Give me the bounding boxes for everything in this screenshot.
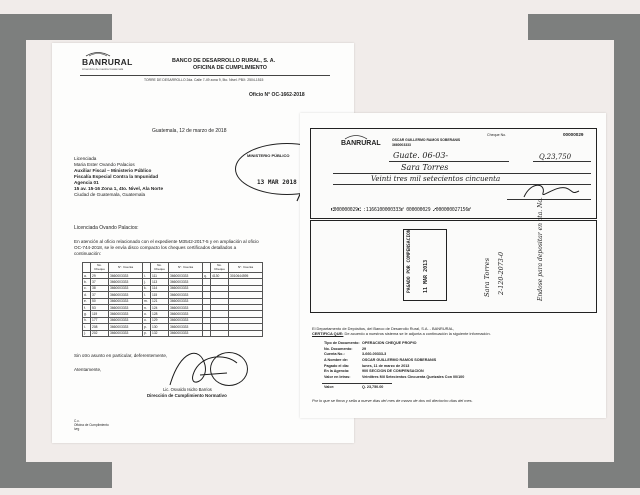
table-cell: o. [143, 311, 151, 317]
recipient-agency: Agencia 01 [74, 180, 99, 185]
cheque-amount-words: Veinti tres mil setecientos cincuenta [371, 175, 501, 183]
table-cell: 3660003333 [109, 273, 143, 279]
frame-bar-top-right [528, 14, 640, 40]
cert-field-label: No. Documento: [324, 347, 353, 351]
signer-name: Lic. Osvaldo Isidro Barrios [163, 387, 212, 392]
table-cell: 3660003333 [109, 317, 143, 323]
compensation-stamp-date: 11 MAR 2013 [423, 259, 429, 293]
endorsement-name: Sara Torres [483, 257, 491, 297]
stamp-ministry: MINISTERIO PÚBLICO [247, 153, 290, 158]
letter-reference: Oficio N° OC-1662-2018 [249, 92, 305, 98]
cert-field-label: En la Agencia: [324, 369, 350, 373]
cert-field-label: A Nombre de: [324, 358, 349, 362]
frame-bar-left [0, 14, 26, 488]
table-cell: 129 [151, 317, 169, 323]
header-cheque-3: No. Cheque [211, 263, 229, 273]
table-cell: n. [143, 304, 151, 310]
table-cell: 3660003333 [169, 298, 203, 304]
table-cell: m. [143, 298, 151, 304]
table-cell: 3660003333 [169, 273, 203, 279]
table-cell: 114 [151, 285, 169, 291]
cheque-micr-line: ⑆000000029⑆ :1166100000333⑈ 000000029 ⑇000000027156⑈ [331, 208, 471, 213]
certification-footer: Por lo que se firma y sella a nueve días del mes de marzo de dos mil dieciocho días del mes. [312, 398, 473, 403]
recipient-city: Ciudad de Guatemala, Guatemala [74, 192, 146, 197]
signer-title: Dirección de Cumplimiento Normativo [147, 393, 227, 398]
table-cell: f. [83, 304, 91, 310]
frame-bar-top-left [0, 14, 112, 40]
table-cell [211, 330, 229, 336]
table-cell: 115 [151, 292, 169, 298]
header-cheque-2: No. Cheque [151, 263, 169, 273]
cheque-number: 00000029 [563, 132, 584, 137]
table-cell: o. [143, 317, 151, 323]
body-line-2: OC-744-2018, se le envía disco compacto los cheques certificados detallados a [74, 245, 237, 250]
greeting: Licenciada Ovando Palacios: [74, 225, 139, 231]
endorsement-instruction: Endose para depositar en cta. No. [537, 197, 544, 301]
table-cell: 3660003333 [169, 285, 203, 291]
table-cell: 3660003333 [109, 324, 143, 330]
table-cell: 128 [151, 311, 169, 317]
cert-value-rule [322, 383, 392, 384]
certification-line-2: CERTIFICA QUE: De acuerdo a nuestros sistema se le adjunta a continuación la siguiente información. [312, 331, 491, 336]
cheque-logo-text: BANRURAL [341, 140, 381, 147]
bank-name: BANCO DE DESARROLLO RURAL, S. A. [172, 58, 276, 64]
table-cell: 208 [91, 324, 109, 330]
table-cell: p. [143, 330, 151, 336]
table-cell: 37 [91, 279, 109, 285]
cert-field-value: 900 SECCION DE COMPENSACION [362, 369, 424, 373]
recipient-title: Auxiliar Fiscal – Ministerio Público [74, 168, 152, 173]
table-cell: q. [203, 273, 211, 279]
cheque-payee: Sara Torres [401, 163, 449, 172]
cert-field-label: Valor en letras: [324, 375, 351, 379]
cheque-amount: Q.23,750 [539, 153, 572, 161]
table-cell: 121 [151, 298, 169, 304]
cert-field-label: Cuenta No.: [324, 352, 345, 356]
table-cell: 4130 [211, 273, 229, 279]
cert-field-label: Tipo de Documento: [324, 341, 360, 345]
office-address: TORRE DE DESARROLLO 2da. Calle 7-49 zona 9, 5to. Nivel. PBX: 2504-1515 [144, 78, 264, 82]
cheques-table [82, 262, 263, 337]
table-cell: 3660003333 [109, 285, 143, 291]
stamp-date: 13 MAR 2018 [257, 179, 297, 186]
table-cell: a. [83, 273, 91, 279]
office-name: OFICINA DE CUMPLIMIENTO [193, 65, 267, 71]
table-cell: 3660003333 [169, 330, 203, 336]
payer-name: OSCAR GUILLERMO RAMOS SOBERANIS [392, 138, 461, 142]
table-cell [229, 330, 263, 336]
cert-field-value: Veintitres Mil Setecientos Cincuenta Quetzales Con 00/100 [362, 375, 465, 379]
cc-line-2: Oficina de Cumplimiento [74, 423, 109, 427]
table-row [83, 330, 263, 336]
table-cell: l. [143, 292, 151, 298]
table-cell: i. [83, 324, 91, 330]
frame-bar-bottom-right [528, 462, 640, 488]
table-cell: d. [83, 292, 91, 298]
header-cheque-1: No. Cheque [91, 263, 109, 273]
table-cell: 3660003333 [169, 304, 203, 310]
cheque-no-label: Cheque No. [487, 133, 507, 137]
table-cell: e. [83, 298, 91, 304]
letter-date: Guatemala, 12 de marzo de 2018 [152, 128, 227, 134]
table-cell: 130 [151, 324, 169, 330]
frame-bar-right [614, 14, 640, 488]
recipient-street: 15 av. 15-16 Zona 1, 4to. Nivel, Ala Norte [74, 186, 164, 191]
logo-tagline: Al servicio de nuestra Guatemala [82, 67, 124, 71]
table-cell: 3660003333 [169, 317, 203, 323]
table-cell: k. [143, 285, 151, 291]
recipient-block [74, 156, 163, 198]
cert-field-value: OSCAR GUILLERMO RAMOS SOBERANIS [362, 358, 437, 362]
table-cell: 3660003333 [109, 330, 143, 336]
table-cell: 119 [91, 311, 109, 317]
cert-field-value: OPERACION CHEQUE PROPIO [362, 341, 417, 345]
endorsement-account: 2-120-2073-0 [497, 251, 505, 295]
recipient-office: Fiscalía Especial Contra la Impunidad [74, 174, 159, 179]
header-rule [80, 75, 330, 76]
table-cell: c. [83, 285, 91, 291]
cheque-front [310, 128, 597, 219]
recipient-name: Maria Ester Ovando Palacios [74, 162, 135, 167]
table-header-row [83, 263, 263, 273]
table-cell: 124 [151, 304, 169, 310]
cert-field-value: 3-660-00333-3 [362, 352, 387, 356]
cheque-place-date: Guate. 06-03- [393, 151, 449, 160]
cert-field-value: 29 [362, 347, 367, 351]
certification-line-1: El Departamento de Depósitos, del Banco de Desarrollo Rural, S.A. - BANRURAL, [312, 326, 455, 331]
table-cell: 3660003333 [169, 324, 203, 330]
table-cell: 113 [151, 279, 169, 285]
table-cell: 53 [91, 304, 109, 310]
cc-line-3: Ivrg [74, 427, 80, 431]
table-cell: 29 [91, 273, 109, 279]
body-line-1: En atención al oficio relacionado con el expediente M3542-2017-5 y en ampliación al oficio [74, 239, 259, 244]
header-cuenta-3: N°. Cuenta [229, 263, 263, 273]
signature-stamp [210, 352, 248, 386]
table-cell: g. [83, 311, 91, 317]
table-cell: 38 [91, 285, 109, 291]
cheque-signature-icon [521, 179, 581, 201]
cc-block [74, 419, 109, 431]
cert-field-label: Pagado el día: [324, 364, 349, 368]
cert-field-value: lunes, 11 de marzo de 2013 [362, 364, 410, 368]
table-cell: 37 [91, 292, 109, 298]
body-line-3: continuación: [74, 251, 102, 256]
closing-line: Sin otro asunto en particular, deferentemente, [74, 353, 168, 358]
table-cell: 111 [151, 273, 169, 279]
table-cell [203, 330, 211, 336]
frame-bar-bottom-left [0, 462, 112, 488]
table-cell: h. [83, 317, 91, 323]
table-cell: 177 [91, 317, 109, 323]
table-cell: 3660003333 [109, 311, 143, 317]
table-cell: 132 [151, 330, 169, 336]
closing-atentamente: Atentamente, [74, 367, 102, 372]
table-cell: 3010644595 [229, 273, 263, 279]
table-cell: 3660003333 [109, 304, 143, 310]
recipient-salutation: Licenciada [74, 156, 97, 161]
compensation-stamp-text: PAGADO POR COMPENSACION [407, 229, 412, 293]
table-cell: j. [143, 279, 151, 285]
table-cell: 3660003333 [169, 311, 203, 317]
cc-line-1: C.c. [74, 419, 80, 423]
table-cell: 50 [91, 298, 109, 304]
cert-field-value: Q. 23,750.00 [362, 385, 384, 389]
body-paragraph [74, 239, 259, 257]
table-cell: 3660003333 [109, 279, 143, 285]
cert-field-label: Valor: [324, 385, 335, 389]
table-cell: 3660003333 [109, 292, 143, 298]
table-cell: 202 [91, 330, 109, 336]
table-cell: j. [83, 330, 91, 336]
table-cell: p. [143, 324, 151, 330]
table-cell: 3660003333 [109, 298, 143, 304]
table-cell: i. [143, 273, 151, 279]
logo-text: BANRURAL [82, 57, 133, 67]
header-cuenta-2: N°. Cuenta [169, 263, 203, 273]
table-cell: b. [83, 279, 91, 285]
payer-account: 3660003333 [392, 143, 411, 147]
table-body [83, 273, 263, 337]
table-cell: 3660003333 [169, 292, 203, 298]
header-cuenta-1: N°. Cuenta [109, 263, 143, 273]
table-cell: 3660003333 [169, 279, 203, 285]
